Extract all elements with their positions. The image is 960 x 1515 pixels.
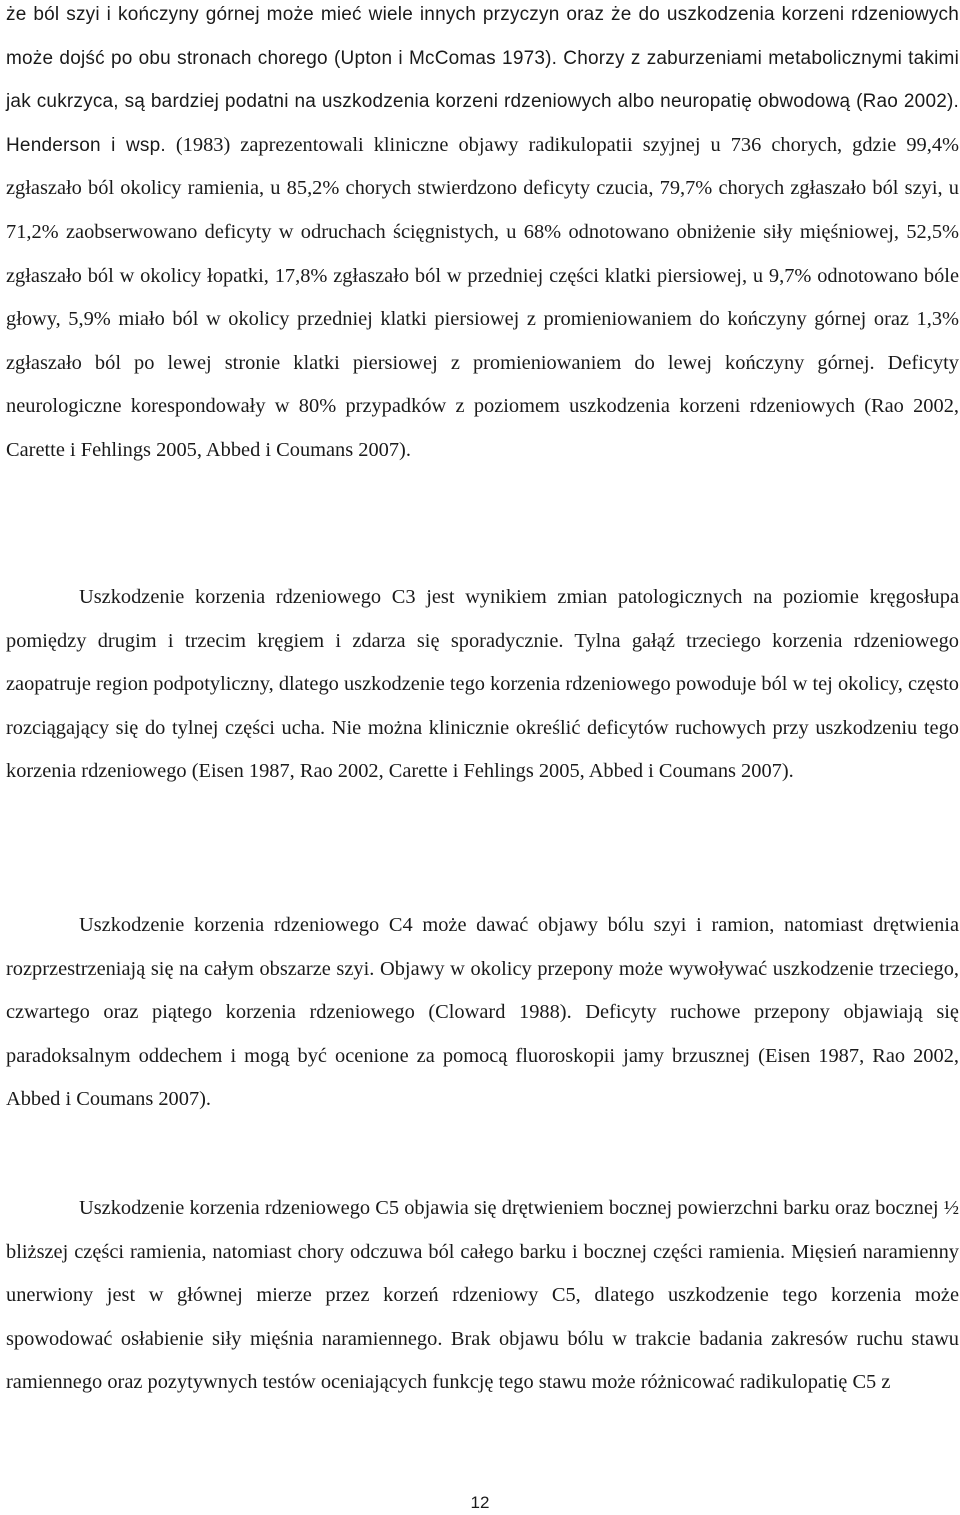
paragraph-c3-root: Uszkodzenie korzenia rdzeniowego C3 jest wynikiem zmian patologicznych na poziomie kręgosłupa pomiędzy drugim i trzecim kręgiem i zdarza się sporadycznie. Tylna gałąź trzeciego korzenia rdzeniowego zaopatruje region podpotyliczny, dlatego uszkodzenie tego korzenia rdzeniowego powoduje ból w tej okolicy, często rozciągający się do tylnej części ucha. Nie można klinicznie określić deficytów ruchowych przy uszkodzeniu tego korzenia rdzeniowego (Eisen 1987, Rao 2002, Carette i Fehlings 2005, Abbed i Coumans 2007). bbox=[6, 586, 959, 783]
paragraph-c5-root: Uszkodzenie korzenia rdzeniowego C5 objawia się drętwieniem bocznej powierzchni barku oraz bocznej ½ bliższej części ramienia, natomiast chory odczuwa ból całego barku i bocznej części ramienia. Mięsień naramienny unerwiony jest w głównej mierze przez korzeń rdzeniowy C5, dlatego uszkodzenie tego korzenia może spowodować osłabienie siły mięśnia naramiennego. Brak objawu bólu w trakcie badania zakresów ruchu stawu ramiennego oraz pozytywnych testów oceniających funkcję tego stawu może różnicować radikulopatię C5 z bbox=[6, 1197, 959, 1394]
paragraph-c4-root: Uszkodzenie korzenia rdzeniowego C4 może dawać objawy bólu szyi i ramion, natomiast drętwienia rozprzestrzeniają się na całym obszarze szyi. Objawy w okolicy przepony może wywoływać uszkodzenie trzeciego, czwartego oraz piątego korzenia rdzeniowego (Cloward 1988). Deficyty ruchowe przepony objawiają się paradoksalnym oddechem i mogą być ocenione za pomocą fluoroskopii jamy brzusznej (Eisen 1987, Rao 2002, Abbed i Coumans 2007). bbox=[6, 914, 959, 1111]
paragraph-sans-segment: że ból szyi i kończyny górnej może mieć wiele innych przyczyn oraz że do uszkodzenia korzeni rdzeniowych może dojść po obu stronach chorego (Upton i McComas 1973). Chorzy z zaburzeniami metabolicznymi takimi jak cukrzyca, są bardziej podatni na uszkodzenia korzeni rdzeniowych albo neuropatię obwodową (Rao 2002). Henderson i wsp. bbox=[6, 4, 959, 156]
page-number: 12 bbox=[470, 1493, 490, 1512]
paragraph-serif-segment: (1983) zaprezentowali kliniczne objawy radikulopatii szyjnej u 736 chorych, gdzie 99,4% zgłaszało ból okolicy ramienia, u 85,2% chorych stwierdzono deficyty czucia, 79,7% chorych zgłaszało ból szyi, u 71,2% zaobserwowano deficyty w odruchach ścięgnistych, u 68% odnotowano obniżenie siły mięśniowej, 52,5% zgłaszało ból w okolicy łopatki, 17,8% zgłaszało ból w przedniej części klatki piersiowej, u 9,7% odnotowano bóle głowy, 5,9% miało ból w okolicy przedniej klatki piersiowej z promieniowaniem do kończyny górnej oraz 1,3% zgłaszało ból po lewej stronie klatki piersiowej z promieniowaniem do lewej kończyny górnej. Deficyty neurologiczne korespondowały w 80% przypadków z poziomem uszkodzenia korzeni rdzeniowych (Rao 2002, Carette i Fehlings 2005, Abbed i Coumans 2007). bbox=[6, 133, 960, 461]
paragraph-radiculopathy-symptoms bbox=[6, 0, 959, 473]
